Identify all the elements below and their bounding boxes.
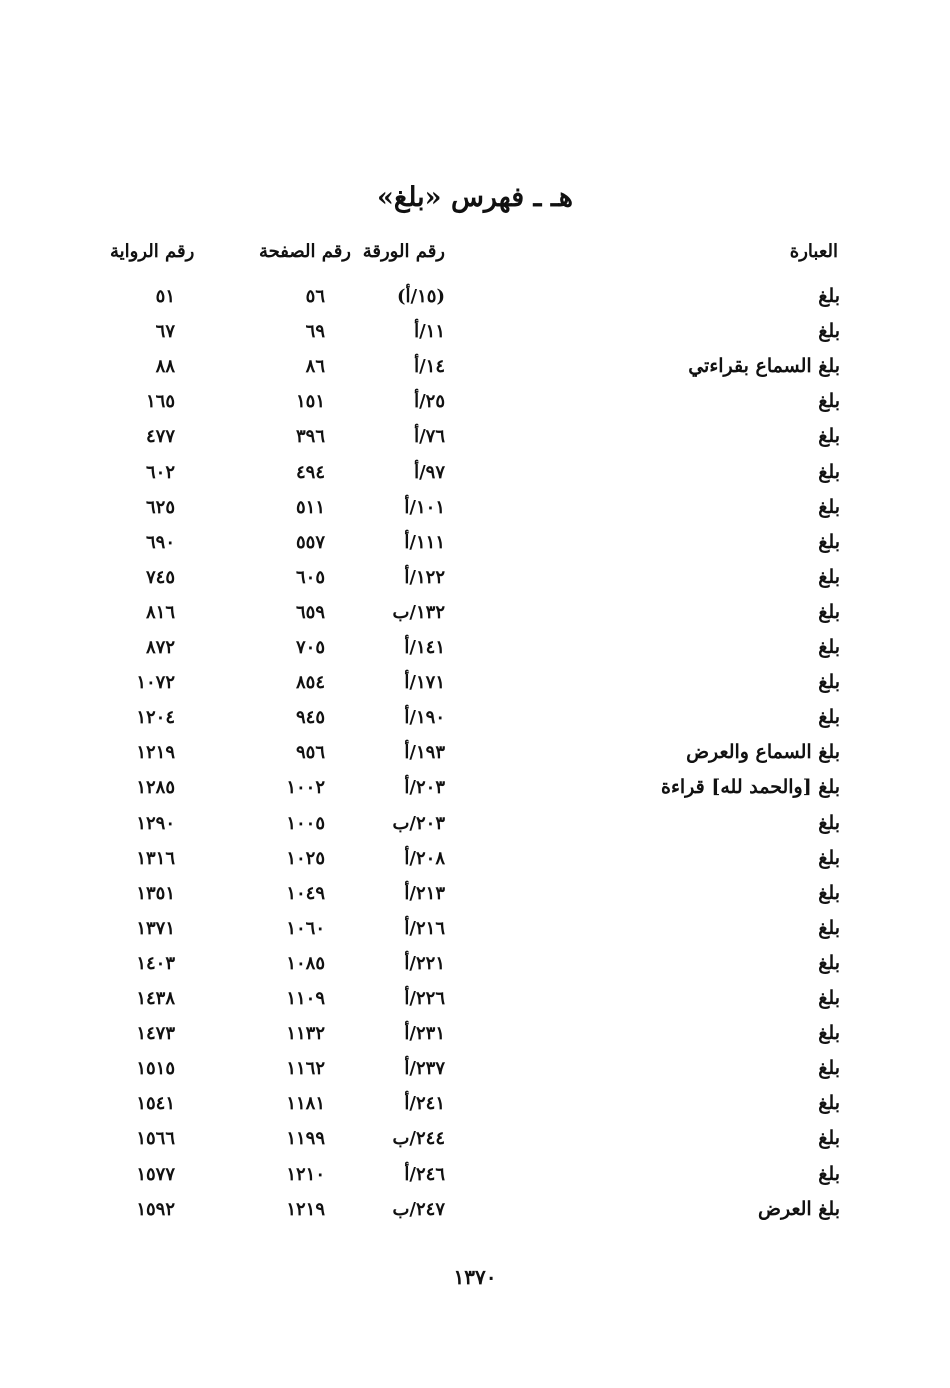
riwaya-number-cell: ١٢٠٤ [136, 707, 175, 728]
riwaya-number-cell: ١٥٦٦ [136, 1128, 175, 1149]
table-row [0, 770, 950, 805]
leaf-number-cell: ١١/أ [414, 321, 445, 342]
phrase-cell: بلغ [818, 320, 840, 342]
page-number-cell: ١١٣٢ [286, 1023, 325, 1044]
page-number-cell: ١٠٨٥ [286, 953, 325, 974]
phrase-cell: بلغ [والحمد لله] قراءة [661, 776, 840, 798]
table-row [0, 560, 950, 595]
table-row [0, 665, 950, 700]
riwaya-number-cell: ٥١ [155, 286, 175, 307]
phrase-cell: بلغ [818, 390, 840, 412]
phrase-cell: بلغ [818, 1092, 840, 1114]
leaf-number-cell: ١٧١/أ [404, 672, 445, 693]
page-number-cell: ٥١١ [295, 497, 325, 518]
page-number-cell: ١٢١٩ [286, 1199, 325, 1220]
page-number-cell: ٩٤٥ [295, 707, 325, 728]
leaf-number-cell: ١٤/أ [414, 356, 445, 377]
riwaya-number-cell: ٤٧٧ [145, 426, 175, 447]
page-number-cell: ١٠٦٠ [286, 918, 325, 939]
phrase-cell: بلغ [818, 1163, 840, 1185]
page-number-cell: ١٠٢٥ [286, 848, 325, 869]
phrase-cell: بلغ [818, 461, 840, 483]
table-row [0, 630, 950, 665]
table-row [0, 735, 950, 770]
page-number-cell: ١١٦٢ [286, 1058, 325, 1079]
riwaya-number-cell: ١٢٨٥ [136, 777, 175, 798]
page-number-cell: ٦٩ [305, 321, 325, 342]
phrase-cell: بلغ [818, 812, 840, 834]
table-row [0, 1192, 950, 1227]
table-row [0, 419, 950, 454]
phrase-cell: بلغ [818, 531, 840, 553]
leaf-number-cell: ١١١/أ [404, 532, 445, 553]
riwaya-number-cell: ١٣١٦ [136, 848, 175, 869]
page-number-cell: ٨٦ [305, 356, 325, 377]
header-riwaya-number: رقم الرواية [110, 241, 195, 262]
header-page-number: رقم الصفحة [258, 241, 351, 262]
leaf-number-cell: ٢٣٧/أ [404, 1058, 445, 1079]
page-number-cell: ١٢١٠ [286, 1164, 325, 1185]
riwaya-number-cell: ١٢٩٠ [136, 813, 175, 834]
page-number-cell: ٧٠٥ [295, 637, 325, 658]
phrase-cell: بلغ [818, 671, 840, 693]
riwaya-number-cell: ١٢١٩ [136, 742, 175, 763]
table-row [0, 841, 950, 876]
table-row [0, 314, 950, 349]
leaf-number-cell: ١٩٣/أ [404, 742, 445, 763]
riwaya-number-cell: ٦٠٢ [145, 462, 175, 483]
phrase-cell: بلغ [818, 1127, 840, 1149]
phrase-cell: بلغ [818, 706, 840, 728]
riwaya-number-cell: ١٦٥ [145, 391, 175, 412]
riwaya-number-cell: ٧٤٥ [145, 567, 175, 588]
page-number-cell: ١١٨١ [286, 1093, 325, 1114]
leaf-number-cell: (١٥/أ) [397, 286, 445, 307]
riwaya-number-cell: ١٤٧٣ [136, 1023, 175, 1044]
riwaya-number-cell: ١٥١٥ [136, 1058, 175, 1079]
leaf-number-cell: ٢٢١/أ [404, 953, 445, 974]
page-number-cell: ٥٦ [305, 286, 325, 307]
riwaya-number-cell: ٨٨ [155, 356, 175, 377]
page-number-cell: ١٠٠٢ [286, 777, 325, 798]
phrase-cell: بلغ [818, 917, 840, 939]
phrase-cell: بلغ العرض [758, 1198, 840, 1220]
leaf-number-cell: ٢٤٧/ب [392, 1199, 445, 1220]
table-row [0, 595, 950, 630]
page-number-cell: ٥٥٧ [295, 532, 325, 553]
phrase-cell: بلغ [818, 285, 840, 307]
table-row [0, 349, 950, 384]
leaf-number-cell: ٢٠٣/ب [392, 813, 445, 834]
page-number-cell: ١١٩٩ [286, 1128, 325, 1149]
riwaya-number-cell: ٨١٦ [145, 602, 175, 623]
phrase-cell: بلغ [818, 1022, 840, 1044]
leaf-number-cell: ٧٦/أ [414, 426, 445, 447]
phrase-cell: بلغ [818, 425, 840, 447]
phrase-cell: بلغ [818, 987, 840, 1009]
leaf-number-cell: ١٩٠/أ [404, 707, 445, 728]
page-number-cell: ١١٠٩ [286, 988, 325, 1009]
leaf-number-cell: ٢٥/أ [414, 391, 445, 412]
leaf-number-cell: ٢٤٤/ب [392, 1128, 445, 1149]
page-number-cell: ٨٥٤ [295, 672, 325, 693]
leaf-number-cell: ٢٠٨/أ [404, 848, 445, 869]
leaf-number-cell: ٢١٣/أ [404, 883, 445, 904]
riwaya-number-cell: ٦٧ [155, 321, 175, 342]
table-row [0, 1051, 950, 1086]
table-row [0, 1086, 950, 1121]
table-row [0, 1121, 950, 1156]
phrase-cell: بلغ [818, 1057, 840, 1079]
table-row [0, 1016, 950, 1051]
leaf-number-cell: ١٢٢/أ [404, 567, 445, 588]
table-row [0, 876, 950, 911]
leaf-number-cell: ١٤١/أ [404, 637, 445, 658]
page-number-cell: ٦٠٥ [295, 567, 325, 588]
leaf-number-cell: ٢٣١/أ [404, 1023, 445, 1044]
riwaya-number-cell: ١٣٧١ [136, 918, 175, 939]
table-row [0, 384, 950, 419]
riwaya-number-cell: ٨٧٢ [145, 637, 175, 658]
phrase-cell: بلغ [818, 952, 840, 974]
header-phrase: العبارة [789, 241, 838, 262]
leaf-number-cell: ١٣٢/ب [392, 602, 445, 623]
leaf-number-cell: ١٠١/أ [404, 497, 445, 518]
phrase-cell: بلغ [818, 496, 840, 518]
riwaya-number-cell: ١٤٠٣ [136, 953, 175, 974]
riwaya-number-cell: ١٠٧٢ [136, 672, 175, 693]
page-number-cell: ١٥١ [295, 391, 325, 412]
phrase-cell: بلغ [818, 882, 840, 904]
riwaya-number-cell: ١٥٩٢ [136, 1199, 175, 1220]
leaf-number-cell: ٢٤١/أ [404, 1093, 445, 1114]
page-number-cell: ١٠٤٩ [286, 883, 325, 904]
phrase-cell: بلغ [818, 601, 840, 623]
leaf-number-cell: ٢٤٦/أ [404, 1164, 445, 1185]
table-row [0, 490, 950, 525]
table-row [0, 1157, 950, 1192]
riwaya-number-cell: ٦٢٥ [145, 497, 175, 518]
leaf-number-cell: ٢٢٦/أ [404, 988, 445, 1009]
table-row [0, 981, 950, 1016]
leaf-number-cell: ٢١٦/أ [404, 918, 445, 939]
riwaya-number-cell: ١٤٣٨ [136, 988, 175, 1009]
page-number-cell: ٤٩٤ [295, 462, 325, 483]
index-title: هـ ـ فهرس «بلغ» [376, 182, 574, 213]
leaf-number-cell: ٩٧/أ [414, 462, 445, 483]
phrase-cell: بلغ السماع بقراءتي [688, 355, 840, 377]
page-number-cell: ٦٥٩ [295, 602, 325, 623]
table-row [0, 946, 950, 981]
page-number-cell: ٩٥٦ [295, 742, 325, 763]
phrase-cell: بلغ [818, 847, 840, 869]
table-row [0, 806, 950, 841]
phrase-cell: بلغ السماع والعرض [686, 741, 840, 763]
table-row [0, 525, 950, 560]
table-row [0, 455, 950, 490]
table-row [0, 279, 950, 314]
page-number-cell: ٣٩٦ [295, 426, 325, 447]
table-row [0, 911, 950, 946]
riwaya-number-cell: ١٣٥١ [136, 883, 175, 904]
riwaya-number-cell: ٦٩٠ [145, 532, 175, 553]
phrase-cell: بلغ [818, 636, 840, 658]
phrase-cell: بلغ [818, 566, 840, 588]
riwaya-number-cell: ١٥٤١ [136, 1093, 175, 1114]
header-leaf-number: رقم الورقة [362, 241, 445, 262]
table-row [0, 700, 950, 735]
riwaya-number-cell: ١٥٧٧ [136, 1164, 175, 1185]
page-number: ١٣٧٠ [453, 1265, 497, 1289]
page-number-cell: ١٠٠٥ [286, 813, 325, 834]
leaf-number-cell: ٢٠٣/أ [404, 777, 445, 798]
